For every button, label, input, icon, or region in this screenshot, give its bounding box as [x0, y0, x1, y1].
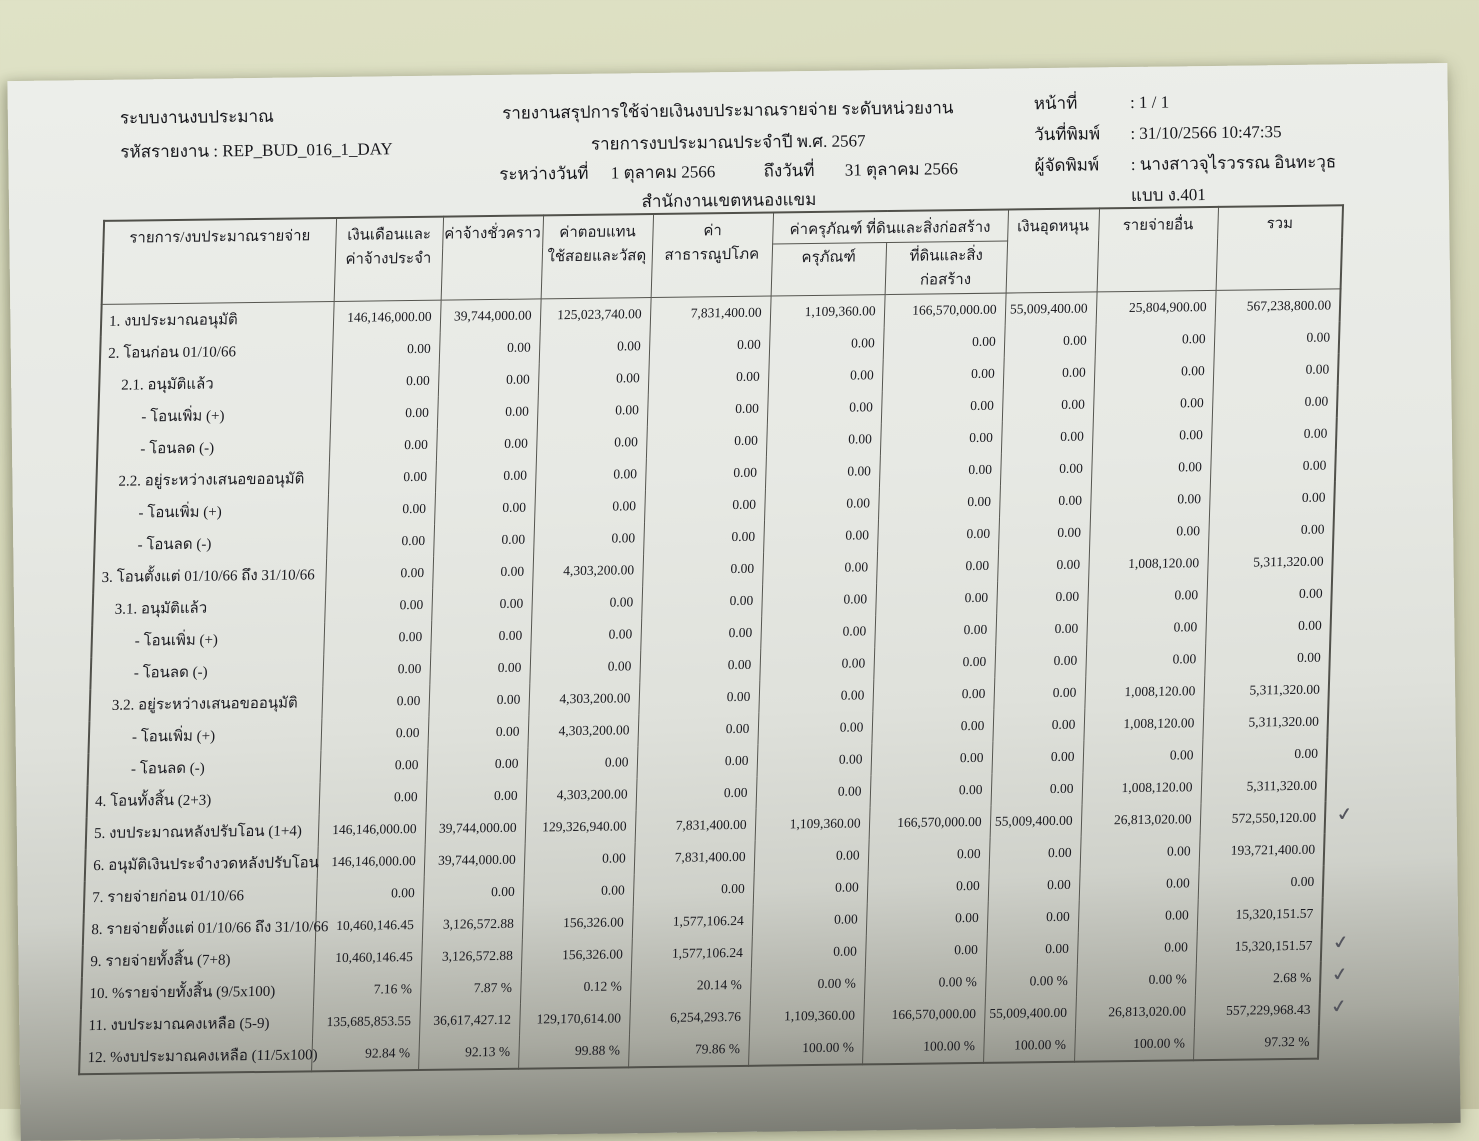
cell-value: 0.00: [761, 583, 876, 616]
col-header-temp-wage: ค่าจ้างชั่วคราว: [441, 215, 543, 300]
cell-value: 0.00: [1213, 353, 1339, 387]
cell-value: 572,550,120.00 ✓: [1200, 802, 1326, 836]
cell-value: 0.00: [757, 743, 872, 776]
cell-value: 0.00: [881, 390, 1003, 424]
cell-value: 0.00: [330, 397, 438, 430]
cell-value: 0.00: [324, 589, 432, 622]
cell-value: 0.00: [756, 775, 871, 808]
cell-value: 0.00: [524, 842, 635, 875]
cell-value: 0.00: [879, 454, 1001, 488]
cell-value: 4,303,200.00: [532, 554, 643, 587]
cell-value: 7.87 %: [420, 972, 521, 1005]
printed-by-label: ผู้จัดพิมพ์: [1034, 155, 1100, 176]
cell-value: 156,326.00: [521, 938, 632, 971]
row-label: - โอนลด (-): [88, 750, 321, 785]
cell-value: 0.00: [995, 613, 1087, 646]
cell-value: 55,009,400.00: [984, 997, 1076, 1030]
cell-value: 125,023,740.00: [540, 298, 651, 332]
cell-value: 0.00: [633, 873, 754, 907]
cell-value: 0.00: [1087, 579, 1207, 613]
cell-value: 1,008,120.00: [1084, 675, 1204, 709]
cell-value: 0.00: [868, 838, 990, 872]
cell-value: 7,831,400.00: [650, 296, 771, 330]
cell-value: 129,326,940.00: [525, 810, 636, 843]
cell-value: 0.00: [1095, 323, 1215, 357]
cell-value: 97.32 %: [1193, 1026, 1319, 1061]
cell-value: 0.00: [758, 679, 873, 712]
cell-value: 0.00: [1085, 643, 1205, 677]
cell-value: 55,009,400.00: [1005, 292, 1097, 326]
cell-value: 100.00 %: [862, 1030, 984, 1065]
cell-value: 0.00: [999, 485, 1091, 518]
cell-value: 0.00: [423, 876, 524, 909]
cell-value: 0.00: [539, 330, 650, 363]
row-label: - โอนเพิ่ม (+): [89, 718, 322, 753]
cell-value: 4,303,200.00: [528, 682, 639, 715]
cell-value: 0.00: [427, 716, 528, 749]
handwritten-checkmark: ✓: [1334, 801, 1357, 827]
cell-value: 0.00: [533, 522, 644, 555]
cell-value: 1,008,120.00: [1083, 707, 1203, 741]
row-label: 12. %งบประมาณคงเหลือ (11/5x100): [79, 1038, 312, 1074]
page-label: หน้าที่: [1033, 93, 1078, 114]
cell-value: 0.00: [1077, 931, 1197, 965]
cell-value: 0.00: [866, 902, 988, 936]
cell-value: 36,617,427.12: [419, 1004, 520, 1037]
cell-value: 15,320,151.57: [1197, 898, 1323, 932]
cell-value: 0.00: [639, 649, 760, 683]
cell-value: 92.13 %: [418, 1036, 519, 1070]
cell-value: 0.00: [1209, 481, 1335, 515]
cell-value: 0.00: [1204, 642, 1330, 676]
cell-value: 0.00: [432, 556, 533, 589]
cell-value: 1,109,360.00: [770, 295, 885, 329]
cell-value: 1,008,120.00: [1082, 771, 1202, 805]
report-subtitle: รายการงบประมาณประจำปี พ.ศ. 2567: [590, 131, 866, 154]
row-label: 7. รายจ่ายก่อน 01/10/66: [84, 878, 317, 913]
cell-value: 0.00: [640, 617, 761, 651]
cell-value: 567,238,800.00: [1215, 289, 1341, 323]
cell-value: 0.00: [876, 550, 998, 584]
cell-value: 0.00: [1078, 899, 1198, 933]
cell-value: 0.00: [530, 618, 641, 651]
col-header-item: รายการ/งบประมาณรายจ่าย: [102, 218, 336, 304]
cell-value: 0.00: [534, 490, 645, 523]
cell-value: 135,685,853.55: [312, 1005, 420, 1038]
cell-value: 2.68 % ✓: [1195, 962, 1321, 996]
cell-value: 0.00: [1000, 452, 1092, 485]
cell-value: 0.00: [535, 458, 646, 491]
cell-value: 0.00: [993, 677, 1085, 710]
cell-value: 99.88 %: [518, 1034, 629, 1068]
cell-value: 100.00 %: [1074, 1027, 1194, 1062]
cell-value: 0.00: [769, 327, 884, 360]
handwritten-checkmark: ✓: [1330, 929, 1353, 955]
cell-value: 15,320,151.57 ✓: [1196, 930, 1322, 964]
row-label: 2.1. อนุมัติแล้ว: [99, 366, 332, 401]
paper-sheet: [7, 63, 1460, 1141]
cell-value: 39,744,000.00: [440, 299, 541, 333]
handwritten-checkmark: ✓: [1329, 961, 1352, 987]
col-header-compensation: ค่าตอบแทน ใช้สอยและวัสดุ: [541, 214, 653, 299]
col-header-salary: เงินเดือนและ ค่าจ้างประจำ: [334, 217, 443, 302]
row-label: - โอนเพิ่ม (+): [98, 398, 331, 433]
cell-value: 0.00: [648, 361, 769, 395]
cell-value: 0.00: [439, 331, 540, 364]
page-number-row: [1034, 84, 1336, 119]
org-name: สำนักงานเขตหนองแขม: [641, 189, 817, 212]
cell-value: 166,570,000.00: [884, 293, 1006, 327]
cell-value: 0.00: [1091, 451, 1211, 485]
cell-value: 0.00 %: [864, 966, 986, 1000]
cell-value: 0.00: [642, 553, 763, 587]
cell-value: 0.00: [877, 518, 999, 552]
cell-value: 0.00: [768, 359, 883, 392]
cell-value: 0.00: [880, 422, 1002, 456]
cell-value: 7.16 %: [313, 973, 421, 1006]
cell-value: 0.00: [328, 461, 436, 494]
row-label: 3.2. อยู่ระหว่างเสนอขออนุมัติ: [89, 686, 322, 721]
period-from: 1 ตุลาคม 2566: [610, 162, 716, 183]
row-label: 3. โอนตั้งแต่ 01/10/66 ถึง 31/10/66: [93, 558, 326, 593]
cell-value: 0.00: [1083, 739, 1203, 773]
cell-value: 0.00: [873, 646, 995, 680]
cell-value: 7,831,400.00: [635, 809, 756, 843]
cell-value: 0.00: [332, 333, 440, 366]
cell-value: 0.00: [637, 745, 758, 779]
cell-value: 0.00: [992, 709, 1084, 742]
cell-value: 0.00: [1086, 611, 1206, 645]
cell-value: 0.00: [637, 713, 758, 747]
cell-value: 3,126,572.88: [421, 940, 522, 973]
budget-table-body: [79, 289, 1357, 1074]
cell-value: 193,721,400.00: [1199, 834, 1325, 868]
cell-value: 0.00: [1211, 417, 1337, 451]
cell-value: 0.00: [1208, 513, 1334, 547]
col-header-equipment-land-group: ค่าครุภัณฑ์ ที่ดินและสิ่งก่อสร้าง: [772, 210, 1008, 244]
cell-value: 0.00: [537, 394, 648, 427]
print-date-row: [1034, 115, 1336, 150]
col-header-utilities: ค่า สาธารณูปโภค: [651, 212, 773, 297]
row-label: - โอนเพิ่ม (+): [95, 494, 328, 529]
cell-value: 0.00: [1093, 387, 1213, 421]
cell-value: 0.00: [765, 455, 880, 488]
cell-value: 0.00: [996, 581, 1088, 614]
cell-value: 0.00: [643, 521, 764, 555]
cell-value: 92.84 %: [311, 1037, 419, 1071]
cell-value: 0.00: [1004, 324, 1096, 357]
cell-value: 0.00: [320, 749, 428, 782]
cell-value: 0.00: [1210, 449, 1336, 483]
cell-value: 0.00: [875, 582, 997, 616]
cell-value: 146,146,000.00: [333, 300, 441, 334]
row-label: 2. โอนก่อน 01/10/66: [100, 334, 333, 369]
header-right-block: [1034, 84, 1337, 212]
cell-value: 0.00: [1001, 420, 1093, 453]
cell-value: 4,303,200.00: [527, 714, 638, 747]
cell-value: 100.00 %: [983, 1029, 1075, 1063]
cell-value: 0.00: [1214, 321, 1340, 355]
cell-value: 0.00: [767, 391, 882, 424]
cell-value: 0.00: [331, 365, 439, 398]
cell-value: 0.00: [636, 777, 757, 811]
budget-table-wrap: [78, 204, 1357, 1075]
cell-value: 0.00: [438, 363, 539, 396]
row-label: 9. รายจ่ายทั้งสิ้น (7+8): [82, 942, 315, 977]
cell-value: 26,813,020.00: [1075, 995, 1195, 1029]
col-header-equipment: ครุภัณฑ์: [771, 243, 887, 296]
cell-value: 0.00: [752, 903, 867, 936]
col-header-land-construction: ที่ดินและสิ่งก่อสร้าง: [885, 241, 1008, 295]
handwritten-checkmark: ✓: [1328, 993, 1351, 1019]
report-code: รหัสรายงาน : REP_BUD_016_1_DAY: [120, 139, 393, 162]
print-date-label: วันที่พิมพ์: [1034, 124, 1101, 145]
cell-value: 5,311,320.00: [1207, 545, 1333, 579]
cell-value: 0.00: [991, 773, 1083, 806]
cell-value: 0.00 %: [1076, 963, 1196, 997]
cell-value: 0.00: [760, 615, 875, 648]
cell-value: 0.00: [531, 586, 642, 619]
cell-value: 0.00: [1201, 738, 1327, 772]
row-label: 4. โอนทั้งสิ้น (2+3): [87, 782, 320, 817]
cell-value: 0.00: [763, 519, 878, 552]
cell-value: 0.00: [870, 774, 992, 808]
cell-value: 0.00: [523, 874, 634, 907]
cell-value: 0.00: [426, 780, 527, 813]
cell-value: 0.00: [753, 871, 868, 904]
cell-value: 0.00: [644, 489, 765, 523]
cell-value: 0.00: [872, 678, 994, 712]
cell-value: 0.00: [538, 362, 649, 395]
period-label: ระหว่างวันที่: [499, 163, 589, 184]
cell-value: 0.00: [429, 652, 530, 685]
cell-value: 0.00: [322, 653, 430, 686]
cell-value: 0.00: [1080, 835, 1200, 869]
cell-value: 0.00: [428, 684, 529, 717]
cell-value: 0.00: [754, 839, 869, 872]
cell-value: 0.00: [992, 741, 1084, 774]
cell-value: 100.00 %: [748, 1031, 863, 1065]
row-label: 5. งบประมาณหลังปรับโอน (1+4): [86, 814, 319, 849]
row-label: 11. งบประมาณคงเหลือ (5-9): [80, 1006, 313, 1041]
cell-value: 0.00: [430, 620, 531, 653]
cell-value: 0.00: [327, 493, 435, 526]
cell-value: 0.00: [871, 710, 993, 744]
cell-value: 79.86 %: [628, 1033, 749, 1068]
cell-value: 0.00: [529, 650, 640, 683]
cell-value: 0.00: [757, 711, 872, 744]
cell-value: 0.00: [536, 426, 647, 459]
cell-value: 5,311,320.00: [1203, 674, 1329, 708]
cell-value: 0.00: [316, 877, 424, 910]
cell-value: 0.00 %: [985, 965, 1077, 998]
cell-value: 0.00: [989, 837, 1081, 870]
cell-value: 0.00: [986, 933, 1078, 966]
cell-value: 1,109,360.00: [755, 807, 870, 840]
cell-value: 26,813,020.00: [1081, 803, 1201, 837]
form-code: แบบ ง.401: [1130, 185, 1206, 205]
printed-by-row: [1034, 146, 1336, 181]
page-value: : 1 / 1: [1129, 92, 1170, 112]
cell-value: 0.12 %: [520, 970, 631, 1003]
cell-value: 5,311,320.00: [1201, 770, 1327, 804]
cell-value: 0.00: [874, 614, 996, 648]
cell-value: 3,126,572.88: [422, 908, 523, 941]
cell-value: 557,229,968.43 ✓: [1194, 994, 1320, 1028]
cell-value: 0.00 %: [750, 967, 865, 1000]
period-to-label: ถึงวันที่: [763, 160, 815, 181]
col-header-total: รวม: [1216, 205, 1343, 290]
cell-value: 0.00: [751, 935, 866, 968]
cell-value: 1,109,360.00: [749, 999, 864, 1032]
cell-value: 10,460,146.45: [315, 909, 423, 942]
cell-value: 0.00: [1205, 609, 1331, 643]
cell-value: 0.00: [645, 457, 766, 491]
cell-value: 0.00: [527, 746, 638, 779]
cell-value: 0.00: [766, 423, 881, 456]
row-label: - โอนลด (-): [97, 430, 330, 465]
cell-value: 0.00: [998, 517, 1090, 550]
system-name: ระบบงานงบประมาณ: [119, 106, 274, 128]
print-date-value: : 31/10/2566 10:47:35: [1130, 122, 1282, 143]
cell-value: 0.00: [882, 358, 1004, 392]
cell-value: 156,326.00: [522, 906, 633, 939]
cell-value: 0.00: [878, 486, 1000, 520]
cell-value: 0.00: [759, 647, 874, 680]
cell-value: 4,303,200.00: [526, 778, 637, 811]
cell-value: 0.00: [1002, 388, 1094, 421]
cell-value: 0.00: [997, 549, 1089, 582]
cell-value: 0.00: [867, 870, 989, 904]
period-to: 31 ตุลาคม 2566: [844, 159, 959, 180]
cell-value: 7,831,400.00: [634, 841, 755, 875]
cell-value: 0.00: [320, 717, 428, 750]
cell-value: 0.00: [1206, 577, 1332, 611]
cell-value: 0.00: [321, 685, 429, 718]
cell-value: 0.00: [326, 525, 434, 558]
cell-value: 0.00: [1212, 385, 1338, 419]
cell-value: 0.00: [1092, 419, 1212, 453]
cell-value: 1,577,106.24: [631, 937, 752, 971]
cell-value: 0.00: [434, 491, 535, 524]
cell-value: 0.00: [646, 425, 767, 459]
row-label: - โอนลด (-): [90, 654, 323, 689]
cell-value: 129,170,614.00: [519, 1002, 630, 1035]
row-label: - โอนเพิ่ม (+): [91, 622, 324, 657]
row-label: 2.2. อยู่ระหว่างเสนอขออนุมัติ: [96, 462, 329, 497]
cell-value: 0.00: [437, 395, 538, 428]
cell-value: 1,008,120.00: [1088, 547, 1208, 581]
cell-value: 0.00: [1089, 515, 1209, 549]
cell-value: 25,804,900.00: [1096, 290, 1216, 324]
row-label: 1. งบประมาณอนุมัติ: [101, 302, 334, 337]
col-header-other-expense: รายจ่ายอื่น: [1097, 207, 1218, 292]
cell-value: 0.00: [1198, 866, 1324, 900]
cell-value: 0.00: [436, 427, 537, 460]
cell-value: 0.00: [987, 901, 1079, 934]
cell-value: 0.00: [319, 781, 427, 814]
cell-value: 0.00: [762, 551, 877, 584]
cell-value: 166,570,000.00: [869, 806, 991, 840]
cell-value: 0.00: [431, 588, 532, 621]
cell-value: 0.00: [427, 748, 528, 781]
cell-value: 39,744,000.00: [425, 812, 526, 845]
cell-value: 0.00: [871, 742, 993, 776]
cell-value: 0.00: [1094, 355, 1214, 389]
budget-summary-table: [78, 204, 1357, 1075]
row-label: 8. รายจ่ายตั้งแต่ 01/10/66 ถึง 31/10/66: [83, 910, 316, 945]
cell-value: 146,146,000.00: [318, 813, 426, 846]
row-label: 6. อนุมัติเงินประจำงวดหลังปรับโอน: [85, 846, 318, 881]
cell-value: 0.00: [764, 487, 879, 520]
cell-value: 146,146,000.00: [317, 845, 425, 878]
cell-value: 0.00: [994, 645, 1086, 678]
cell-value: 1,577,106.24: [632, 905, 753, 939]
cell-value: 0.00: [883, 326, 1005, 360]
cell-value: 0.00: [433, 524, 534, 557]
report-title: รายงานสรุปการใช้จ่ายเงินงบประมาณรายจ่าย ระดับหน่วยงาน: [502, 98, 954, 123]
cell-value: 0.00: [435, 459, 536, 492]
cell-value: 0.00: [1079, 867, 1199, 901]
cell-value: 0.00: [641, 585, 762, 619]
cell-value: 0.00: [1090, 483, 1210, 517]
cell-value: 0.00: [638, 681, 759, 715]
cell-value: 0.00: [329, 429, 437, 462]
cell-value: 0.00: [649, 329, 770, 363]
row-label: 3.1. อนุมัติแล้ว: [92, 590, 325, 625]
printed-by-value: : นางสาวจุไรวรรณ อินทะวุธ: [1130, 152, 1337, 174]
col-header-subsidy: เงินอุดหนุน: [1006, 208, 1099, 293]
cell-value: 39,744,000.00: [424, 844, 525, 877]
cell-value: 5,311,320.00: [1202, 706, 1328, 740]
cell-value: 0.00: [1003, 356, 1095, 389]
cell-value: 55,009,400.00: [990, 805, 1082, 838]
cell-value: 6,254,293.76: [629, 1001, 750, 1035]
cell-value: 10,460,146.45: [314, 941, 422, 974]
cell-value: 0.00: [865, 934, 987, 968]
row-label: 10. %รายจ่ายทั้งสิ้น (9/5x100): [81, 974, 314, 1009]
cell-value: 20.14 %: [630, 969, 751, 1003]
cell-value: 166,570,000.00: [863, 998, 985, 1032]
cell-value: 0.00: [325, 557, 433, 590]
cell-value: 0.00: [988, 869, 1080, 902]
cell-value: 0.00: [647, 393, 768, 427]
cell-value: 0.00: [323, 621, 431, 654]
row-label: - โอนลด (-): [94, 526, 327, 561]
